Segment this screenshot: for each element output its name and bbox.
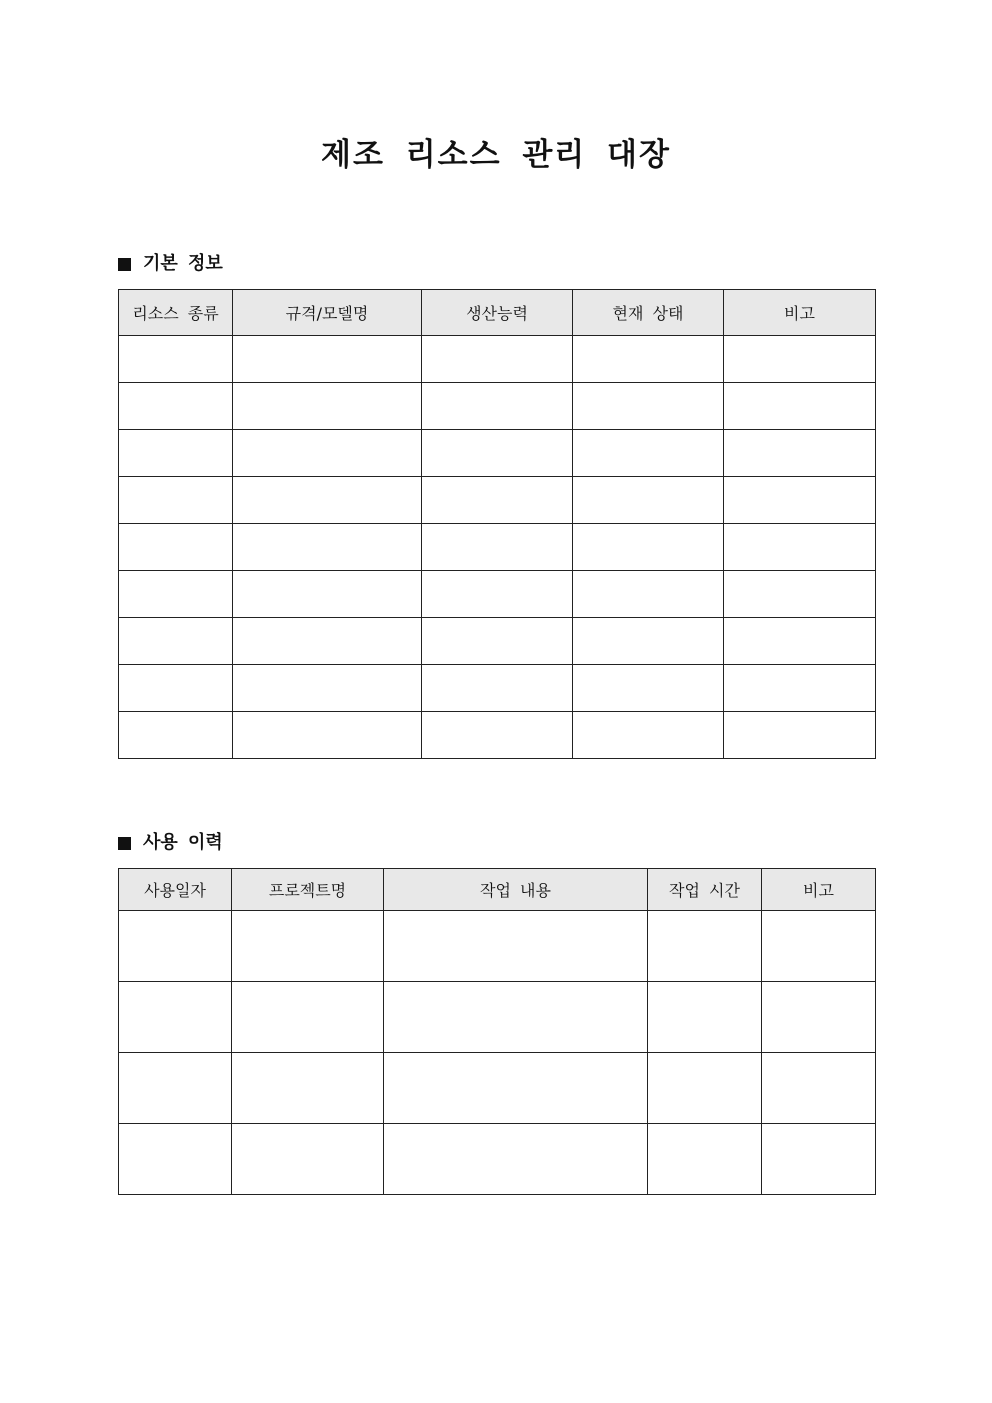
- table-cell[interactable]: [573, 383, 724, 430]
- table-cell[interactable]: [573, 430, 724, 477]
- table-cell[interactable]: [119, 1124, 232, 1195]
- table-cell[interactable]: [422, 383, 573, 430]
- table-cell[interactable]: [119, 430, 233, 477]
- table-cell[interactable]: [573, 336, 724, 383]
- table-cell[interactable]: [422, 665, 573, 712]
- column-header-work-time: 작업 시간: [648, 869, 762, 911]
- table-cell[interactable]: [119, 911, 232, 982]
- table-cell[interactable]: [233, 665, 422, 712]
- table-cell[interactable]: [648, 911, 762, 982]
- black-square-icon: [118, 837, 131, 850]
- column-header-work-content: 작업 내용: [384, 869, 648, 911]
- column-header-project-name: 프로젝트명: [232, 869, 384, 911]
- table-cell[interactable]: [573, 571, 724, 618]
- table-cell[interactable]: [119, 524, 233, 571]
- basic-info-table: [118, 289, 876, 759]
- table-cell[interactable]: [422, 477, 573, 524]
- column-header-capacity: 생산능력: [422, 290, 573, 336]
- table-cell[interactable]: [762, 1053, 876, 1124]
- usage-history-table: [118, 868, 876, 1195]
- table-row: [119, 336, 876, 383]
- table-row: [119, 1124, 876, 1195]
- table-cell[interactable]: [384, 982, 648, 1053]
- table-cell[interactable]: [573, 477, 724, 524]
- usage-history-body: [119, 911, 876, 1195]
- table-cell[interactable]: [648, 1053, 762, 1124]
- table-cell[interactable]: [233, 524, 422, 571]
- table-cell[interactable]: [724, 712, 876, 759]
- basic-info-header-row: [119, 290, 876, 336]
- table-cell[interactable]: [762, 911, 876, 982]
- table-cell[interactable]: [648, 1124, 762, 1195]
- table-cell[interactable]: [724, 430, 876, 477]
- basic-info-body: [119, 336, 876, 759]
- table-cell[interactable]: [119, 982, 232, 1053]
- table-cell[interactable]: [119, 571, 233, 618]
- table-cell[interactable]: [384, 911, 648, 982]
- table-cell[interactable]: [762, 1124, 876, 1195]
- table-row: [119, 383, 876, 430]
- table-cell[interactable]: [233, 383, 422, 430]
- table-row: [119, 524, 876, 571]
- table-cell[interactable]: [724, 665, 876, 712]
- table-cell[interactable]: [724, 618, 876, 665]
- column-header-status: 현재 상태: [573, 290, 724, 336]
- table-cell[interactable]: [422, 571, 573, 618]
- table-cell[interactable]: [573, 618, 724, 665]
- column-header-resource-type: 리소스 종류: [119, 290, 233, 336]
- table-row: [119, 618, 876, 665]
- black-square-icon: [118, 258, 131, 271]
- table-row: [119, 712, 876, 759]
- document-title: 제조 리소스 관리 대장: [321, 137, 671, 173]
- table-cell[interactable]: [573, 524, 724, 571]
- table-cell[interactable]: [422, 618, 573, 665]
- table-cell[interactable]: [119, 1053, 232, 1124]
- table-cell[interactable]: [119, 618, 233, 665]
- table-cell[interactable]: [422, 712, 573, 759]
- usage-history-header-row: [119, 869, 876, 911]
- column-header-remarks: 비고: [762, 869, 876, 911]
- table-cell[interactable]: [232, 982, 384, 1053]
- table-cell[interactable]: [648, 982, 762, 1053]
- table-cell[interactable]: [119, 336, 233, 383]
- table-cell[interactable]: [724, 571, 876, 618]
- table-cell[interactable]: [233, 430, 422, 477]
- table-cell[interactable]: [724, 477, 876, 524]
- table-row: [119, 477, 876, 524]
- table-cell[interactable]: [422, 524, 573, 571]
- table-cell[interactable]: [119, 477, 233, 524]
- table-cell[interactable]: [119, 665, 233, 712]
- column-header-remarks: 비고: [724, 290, 876, 336]
- table-row: [119, 571, 876, 618]
- table-cell[interactable]: [232, 1053, 384, 1124]
- table-cell[interactable]: [233, 712, 422, 759]
- table-cell[interactable]: [422, 430, 573, 477]
- table-cell[interactable]: [233, 477, 422, 524]
- table-cell[interactable]: [119, 712, 233, 759]
- table-cell[interactable]: [384, 1053, 648, 1124]
- table-cell[interactable]: [232, 911, 384, 982]
- table-row: [119, 982, 876, 1053]
- table-cell[interactable]: [573, 665, 724, 712]
- table-cell[interactable]: [724, 336, 876, 383]
- table-row: [119, 911, 876, 982]
- basic-info-heading: [118, 252, 223, 276]
- table-cell[interactable]: [232, 1124, 384, 1195]
- table-cell[interactable]: [119, 383, 233, 430]
- table-row: [119, 1053, 876, 1124]
- table-cell[interactable]: [384, 1124, 648, 1195]
- table-cell[interactable]: [233, 618, 422, 665]
- column-header-model: 규격/모델명: [233, 290, 422, 336]
- table-cell[interactable]: [724, 383, 876, 430]
- table-cell[interactable]: [422, 336, 573, 383]
- usage-history-heading-label: 사용 이력: [143, 832, 223, 853]
- basic-info-heading-label: 기본 정보: [143, 253, 223, 274]
- table-cell[interactable]: [724, 524, 876, 571]
- table-row: [119, 430, 876, 477]
- table-row: [119, 665, 876, 712]
- usage-history-heading: [118, 831, 223, 855]
- table-cell[interactable]: [233, 336, 422, 383]
- column-header-usage-date: 사용일자: [119, 869, 232, 911]
- table-cell[interactable]: [573, 712, 724, 759]
- table-cell[interactable]: [762, 982, 876, 1053]
- table-cell[interactable]: [233, 571, 422, 618]
